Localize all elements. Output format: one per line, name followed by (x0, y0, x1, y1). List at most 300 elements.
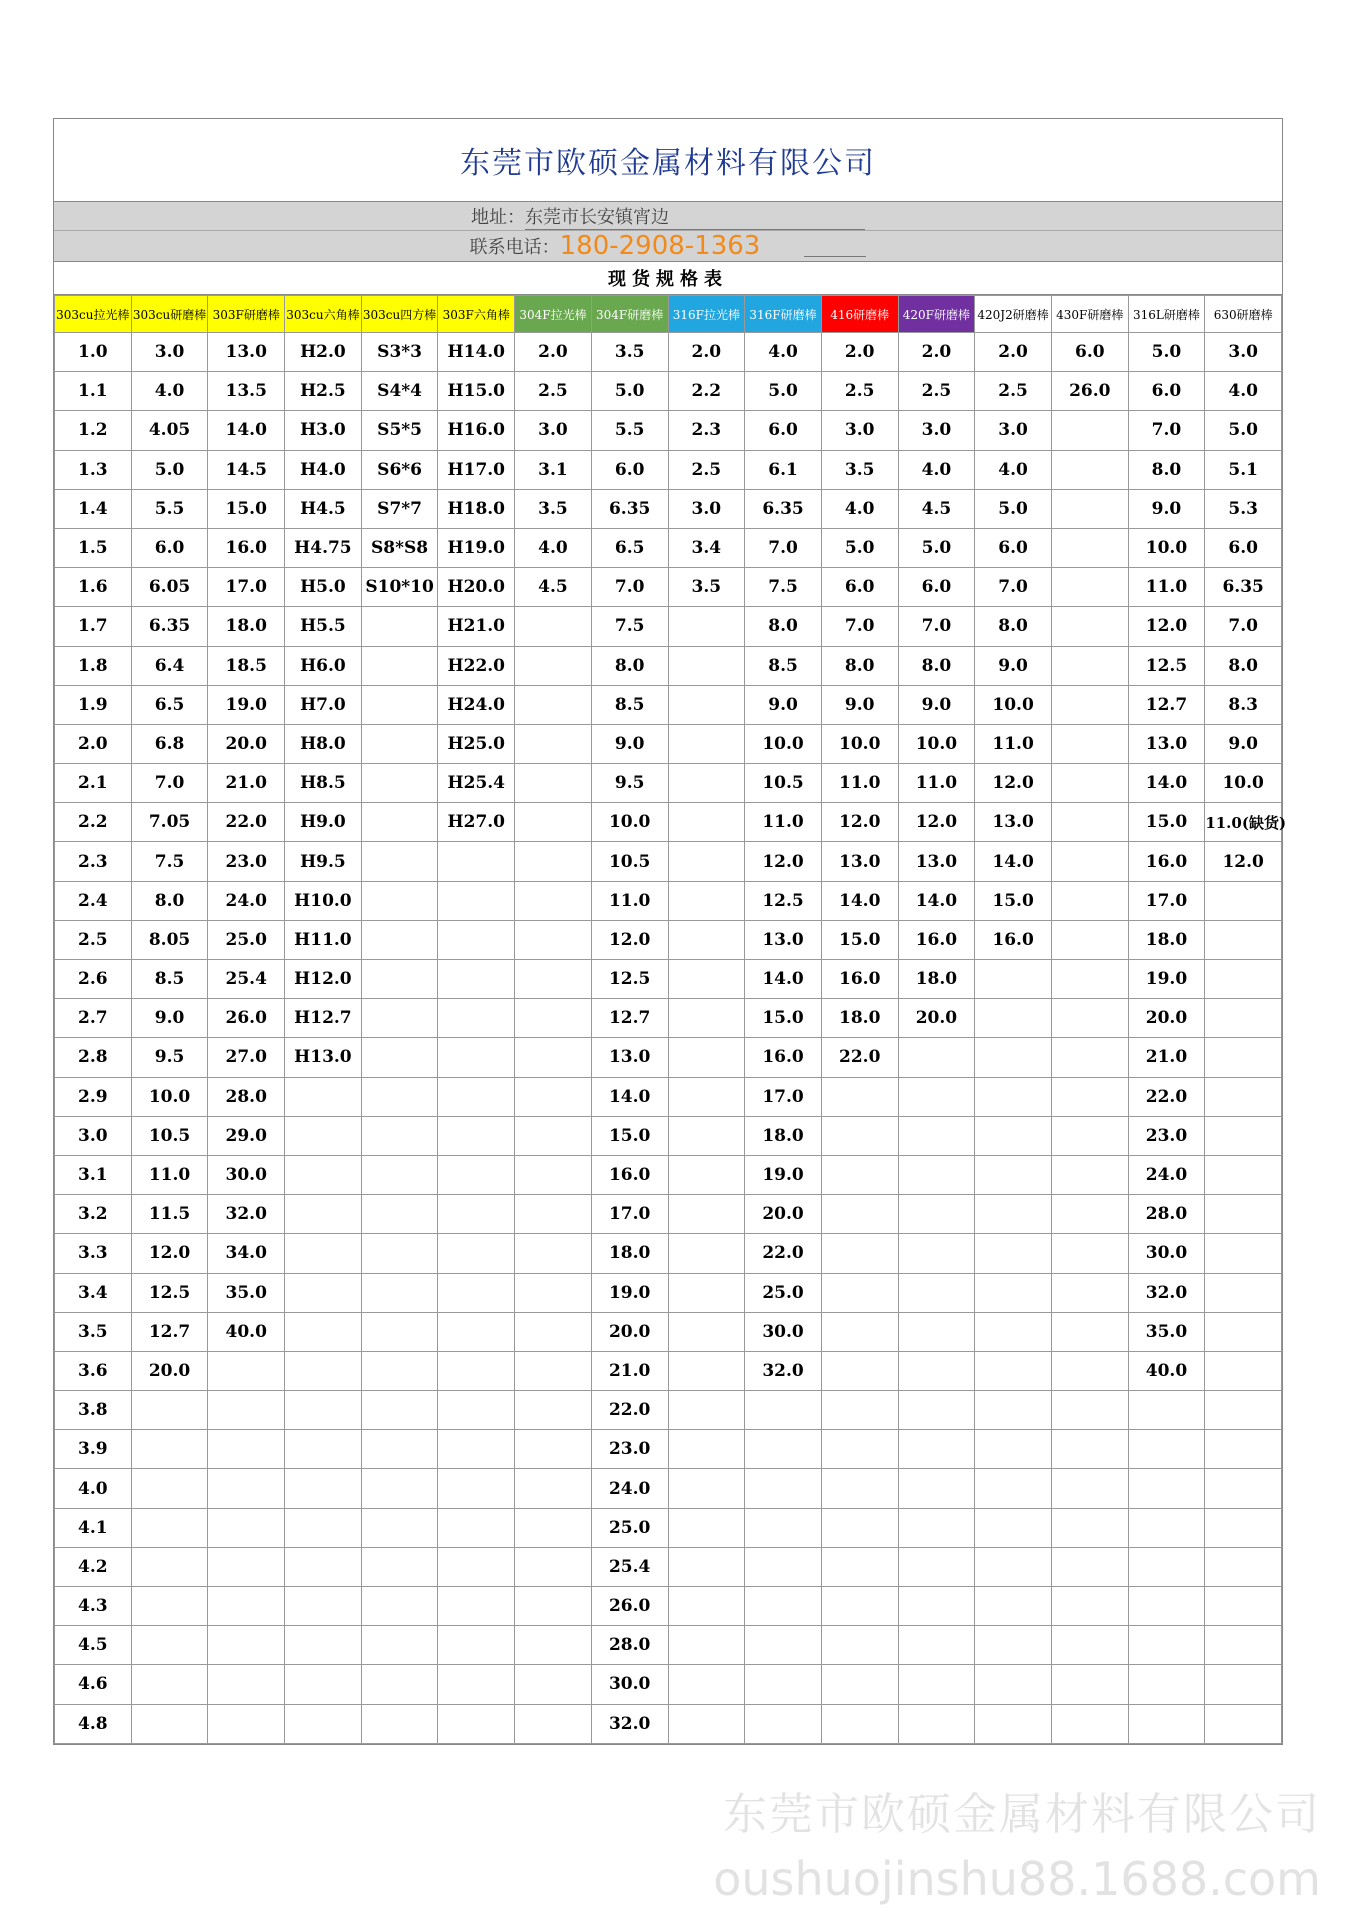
table-cell (821, 1587, 898, 1626)
table-cell: S5*5 (361, 411, 438, 450)
table-cell: 28.0 (208, 1077, 285, 1116)
table-cell (285, 1273, 362, 1312)
table-cell (668, 1704, 745, 1743)
table-cell: 16.0 (821, 960, 898, 999)
table-cell (361, 1155, 438, 1194)
table-cell (821, 1626, 898, 1665)
table-cell (285, 1195, 362, 1234)
table-cell (1205, 1155, 1282, 1194)
table-row (55, 1273, 1282, 1312)
table-cell: 6.05 (131, 568, 208, 607)
table-cell (1205, 1547, 1282, 1586)
table-cell (515, 646, 592, 685)
table-cell (668, 1351, 745, 1390)
table-cell (975, 1430, 1052, 1469)
table-cell (745, 1704, 822, 1743)
table-cell (975, 1038, 1052, 1077)
table-cell: 4.0 (975, 450, 1052, 489)
table-cell (898, 1587, 975, 1626)
table-cell: 25.0 (208, 920, 285, 959)
table-cell: 2.0 (55, 724, 132, 763)
table-cell (1051, 1155, 1128, 1194)
table-cell (208, 1704, 285, 1743)
table-cell: 32.0 (208, 1195, 285, 1234)
table-cell (668, 999, 745, 1038)
table-cell: 15.0 (975, 881, 1052, 920)
table-cell (515, 724, 592, 763)
table-cell: 6.4 (131, 646, 208, 685)
table-cell: 3.0 (975, 411, 1052, 450)
table-cell: 8.5 (745, 646, 822, 685)
table-cell: 6.0 (975, 528, 1052, 567)
table-cell: 10.0 (131, 1077, 208, 1116)
table-cell: 14.0 (591, 1077, 668, 1116)
table-cell: H24.0 (438, 685, 515, 724)
table-cell: 4.0 (898, 450, 975, 489)
table-cell (361, 646, 438, 685)
table-cell: 2.2 (668, 372, 745, 411)
table-cell: 17.0 (745, 1077, 822, 1116)
table-cell (438, 1469, 515, 1508)
phone-row (54, 231, 1282, 262)
table-cell: 12.7 (591, 999, 668, 1038)
table-cell (438, 1547, 515, 1586)
table-cell (208, 1430, 285, 1469)
table-cell: 6.0 (1051, 333, 1128, 372)
table-cell: H4.5 (285, 489, 362, 528)
table-cell: 18.0 (591, 1234, 668, 1273)
table-cell (898, 1508, 975, 1547)
table-cell: 12.5 (1128, 646, 1205, 685)
table-cell (1205, 1665, 1282, 1704)
table-cell (1051, 1312, 1128, 1351)
table-cell (1128, 1508, 1205, 1547)
table-cell (1051, 1234, 1128, 1273)
table-cell (131, 1508, 208, 1547)
table-cell (438, 1665, 515, 1704)
table-cell (668, 1155, 745, 1194)
table-cell: 12.0 (821, 803, 898, 842)
address-value: 东莞市长安镇宵边 (525, 203, 865, 230)
table-cell (1205, 1195, 1282, 1234)
column-header: 416研磨棒 (821, 296, 898, 333)
table-cell (361, 1391, 438, 1430)
table-row (55, 646, 1282, 685)
table-cell: S8*S8 (361, 528, 438, 567)
table-cell: 19.0 (208, 685, 285, 724)
table-cell (1051, 450, 1128, 489)
table-cell (1051, 764, 1128, 803)
table-cell: 1.8 (55, 646, 132, 685)
table-cell (1051, 1704, 1128, 1743)
table-cell (668, 1469, 745, 1508)
table-cell: 10.0 (1205, 764, 1282, 803)
table-cell: H27.0 (438, 803, 515, 842)
table-row (55, 411, 1282, 450)
table-cell: H3.0 (285, 411, 362, 450)
table-cell (898, 1391, 975, 1430)
table-cell (821, 1155, 898, 1194)
table-row (55, 764, 1282, 803)
table-cell: 32.0 (745, 1351, 822, 1390)
table-cell (208, 1508, 285, 1547)
table-cell: 7.0 (591, 568, 668, 607)
table-cell: 15.0 (208, 489, 285, 528)
table-cell: 7.5 (131, 842, 208, 881)
table-cell (131, 1587, 208, 1626)
table-cell (361, 1587, 438, 1626)
table-cell: 7.0 (1128, 411, 1205, 450)
table-cell: H11.0 (285, 920, 362, 959)
table-cell (975, 1155, 1052, 1194)
table-cell (515, 764, 592, 803)
table-cell (131, 1665, 208, 1704)
table-cell (438, 920, 515, 959)
table-cell: 35.0 (1128, 1312, 1205, 1351)
table-row (55, 1351, 1282, 1390)
table-cell: 9.0 (898, 685, 975, 724)
table-cell: 14.0 (1128, 764, 1205, 803)
table-cell (1128, 1430, 1205, 1469)
table-cell: 3.6 (55, 1351, 132, 1390)
table-cell: 12.0 (745, 842, 822, 881)
column-header: 420J2研磨棒 (975, 296, 1052, 333)
table-cell: 23.0 (208, 842, 285, 881)
table-cell (898, 1665, 975, 1704)
table-row (55, 1234, 1282, 1273)
table-cell: 11.0 (131, 1155, 208, 1194)
table-cell (361, 724, 438, 763)
table-cell: 4.0 (55, 1469, 132, 1508)
table-cell: 10.0 (898, 724, 975, 763)
table-cell (515, 803, 592, 842)
table-cell (438, 960, 515, 999)
table-cell (898, 1430, 975, 1469)
table-cell: 20.0 (131, 1351, 208, 1390)
table-cell (515, 1351, 592, 1390)
table-cell (515, 1704, 592, 1743)
table-cell: 3.8 (55, 1391, 132, 1430)
column-header: 420F研磨棒 (898, 296, 975, 333)
table-cell (515, 920, 592, 959)
table-cell: H25.4 (438, 764, 515, 803)
table-cell (1051, 607, 1128, 646)
table-cell: 12.5 (591, 960, 668, 999)
table-cell: 4.0 (515, 528, 592, 567)
table-cell (821, 1312, 898, 1351)
table-cell: 16.0 (208, 528, 285, 567)
table-cell (515, 1391, 592, 1430)
table-cell (745, 1391, 822, 1430)
table-cell: 21.0 (208, 764, 285, 803)
table-cell: 6.35 (591, 489, 668, 528)
table-cell (1205, 960, 1282, 999)
table-cell (361, 1077, 438, 1116)
table-cell: 6.35 (131, 607, 208, 646)
table-cell: 5.0 (898, 528, 975, 567)
table-cell: 8.0 (821, 646, 898, 685)
table-cell: 18.0 (745, 1116, 822, 1155)
table-cell (975, 1587, 1052, 1626)
table-cell (208, 1469, 285, 1508)
table-cell: 13.0 (745, 920, 822, 959)
table-cell (1205, 1587, 1282, 1626)
table-cell: 4.3 (55, 1587, 132, 1626)
table-cell (975, 999, 1052, 1038)
table-cell (285, 1351, 362, 1390)
table-cell (1205, 1077, 1282, 1116)
table-cell: 11.0 (821, 764, 898, 803)
table-row (55, 1077, 1282, 1116)
table-cell: H12.0 (285, 960, 362, 999)
table-cell (361, 842, 438, 881)
table-cell: 5.0 (1128, 333, 1205, 372)
table-cell: 17.0 (1128, 881, 1205, 920)
table-cell: 2.5 (515, 372, 592, 411)
table-cell: 3.4 (668, 528, 745, 567)
table-cell: 2.3 (668, 411, 745, 450)
table-cell: 30.0 (745, 1312, 822, 1351)
table-cell (898, 1155, 975, 1194)
table-row (55, 333, 1282, 372)
table-cell: 9.0 (745, 685, 822, 724)
table-cell (361, 764, 438, 803)
table-cell: 30.0 (591, 1665, 668, 1704)
table-cell: 8.5 (591, 685, 668, 724)
table-cell (438, 1273, 515, 1312)
table-cell: 6.0 (131, 528, 208, 567)
table-cell (361, 999, 438, 1038)
column-header: 316F研磨棒 (745, 296, 822, 333)
table-cell: 4.1 (55, 1508, 132, 1547)
table-cell: 10.5 (745, 764, 822, 803)
table-cell (821, 1195, 898, 1234)
table-cell: 7.0 (131, 764, 208, 803)
table-cell (1205, 1704, 1282, 1743)
table-cell: 18.0 (898, 960, 975, 999)
table-cell (1205, 1626, 1282, 1665)
table-cell (1205, 1234, 1282, 1273)
table-cell (975, 1547, 1052, 1586)
table-cell: 12.5 (131, 1273, 208, 1312)
table-cell: H2.0 (285, 333, 362, 372)
table-cell (1128, 1469, 1205, 1508)
table-cell (515, 881, 592, 920)
table-cell (361, 1430, 438, 1469)
table-subtitle: 现货规格表 (54, 262, 1282, 295)
table-cell: 34.0 (208, 1234, 285, 1273)
table-cell: 1.6 (55, 568, 132, 607)
table-cell: 26.0 (1051, 372, 1128, 411)
table-row (55, 1195, 1282, 1234)
table-cell (1051, 1391, 1128, 1430)
table-cell (131, 1469, 208, 1508)
table-cell (898, 1234, 975, 1273)
table-cell (361, 1195, 438, 1234)
table-cell: 5.5 (591, 411, 668, 450)
table-cell: 3.0 (898, 411, 975, 450)
table-cell: 28.0 (591, 1626, 668, 1665)
table-cell (821, 1704, 898, 1743)
table-cell (438, 1508, 515, 1547)
table-cell (1205, 1508, 1282, 1547)
table-cell: 24.0 (591, 1469, 668, 1508)
table-cell: 10.0 (821, 724, 898, 763)
table-cell (361, 1547, 438, 1586)
table-cell: H9.0 (285, 803, 362, 842)
table-cell (515, 1312, 592, 1351)
table-cell: 14.5 (208, 450, 285, 489)
address-label: 地址： (471, 207, 525, 228)
table-row (55, 685, 1282, 724)
table-cell (745, 1469, 822, 1508)
table-cell: 19.0 (745, 1155, 822, 1194)
table-cell (1205, 1469, 1282, 1508)
table-cell: H18.0 (438, 489, 515, 528)
table-cell: 7.0 (1205, 607, 1282, 646)
table-cell (898, 1038, 975, 1077)
table-cell (745, 1665, 822, 1704)
table-cell: 2.0 (975, 333, 1052, 372)
table-cell: 7.0 (821, 607, 898, 646)
table-cell (1128, 1665, 1205, 1704)
table-cell (361, 803, 438, 842)
table-cell (668, 1626, 745, 1665)
table-cell (668, 1195, 745, 1234)
table-cell (898, 1273, 975, 1312)
table-cell (975, 1077, 1052, 1116)
table-cell: H14.0 (438, 333, 515, 372)
table-cell (1051, 1038, 1128, 1077)
table-cell: H4.75 (285, 528, 362, 567)
table-cell (1051, 528, 1128, 567)
table-cell (285, 1704, 362, 1743)
table-cell (208, 1391, 285, 1430)
column-header: 316L研磨棒 (1128, 296, 1205, 333)
table-cell: 10.0 (975, 685, 1052, 724)
table-cell (515, 1469, 592, 1508)
table-cell (668, 646, 745, 685)
table-cell (515, 607, 592, 646)
table-cell: 18.0 (1128, 920, 1205, 959)
phone-number: 180-2908-1363 (559, 231, 761, 261)
table-cell (515, 685, 592, 724)
table-cell: 8.0 (131, 881, 208, 920)
column-header: 303F研磨棒 (208, 296, 285, 333)
table-cell: 1.2 (55, 411, 132, 450)
table-cell: 32.0 (591, 1704, 668, 1743)
table-cell: 9.0 (821, 685, 898, 724)
table-cell: H13.0 (285, 1038, 362, 1077)
table-cell: 26.0 (591, 1587, 668, 1626)
table-cell: 25.0 (591, 1508, 668, 1547)
table-cell: 12.7 (1128, 685, 1205, 724)
table-cell: 14.0 (745, 960, 822, 999)
table-cell: 8.0 (591, 646, 668, 685)
table-cell: 3.5 (591, 333, 668, 372)
table-cell: 26.0 (208, 999, 285, 1038)
table-cell (668, 1312, 745, 1351)
table-cell (1051, 842, 1128, 881)
table-cell: 22.0 (591, 1391, 668, 1430)
table-row (55, 1704, 1282, 1743)
table-cell (285, 1391, 362, 1430)
table-cell (1051, 999, 1128, 1038)
table-cell (285, 1508, 362, 1547)
table-cell (285, 1312, 362, 1351)
table-cell (898, 1116, 975, 1155)
table-cell (1051, 1626, 1128, 1665)
table-cell: 30.0 (1128, 1234, 1205, 1273)
table-cell (1205, 1391, 1282, 1430)
table-cell (1051, 920, 1128, 959)
table-cell (821, 1077, 898, 1116)
column-header: 316F拉光棒 (668, 296, 745, 333)
table-cell (1205, 1273, 1282, 1312)
table-row (55, 920, 1282, 959)
table-cell: 6.0 (1128, 372, 1205, 411)
table-body (55, 333, 1287, 1744)
table-cell: 11.0 (898, 764, 975, 803)
table-cell: 5.0 (131, 450, 208, 489)
table-cell: 12.0 (975, 764, 1052, 803)
table-cell (285, 1430, 362, 1469)
table-cell (131, 1547, 208, 1586)
table-cell: 7.05 (131, 803, 208, 842)
table-cell: 9.0 (975, 646, 1052, 685)
table-cell: 11.0 (745, 803, 822, 842)
table-cell (438, 1391, 515, 1430)
table-cell: 28.0 (1128, 1195, 1205, 1234)
table-cell (898, 1077, 975, 1116)
table-cell: 7.5 (591, 607, 668, 646)
table-cell (668, 607, 745, 646)
table-cell: 2.5 (898, 372, 975, 411)
table-cell (975, 960, 1052, 999)
table-row (55, 1430, 1282, 1469)
table-cell (438, 999, 515, 1038)
table-cell (1205, 1038, 1282, 1077)
table-cell: 4.2 (55, 1547, 132, 1586)
column-header: 304F拉光棒 (515, 296, 592, 333)
table-cell (285, 1587, 362, 1626)
table-cell: H6.0 (285, 646, 362, 685)
table-cell: 13.0 (975, 803, 1052, 842)
table-cell: 1.5 (55, 528, 132, 567)
table-cell (438, 1038, 515, 1077)
table-cell: 3.0 (131, 333, 208, 372)
table-cell: 11.0(缺货) (1205, 803, 1282, 842)
table-cell: 2.9 (55, 1077, 132, 1116)
table-cell (515, 1077, 592, 1116)
table-cell (515, 999, 592, 1038)
table-cell: 1.9 (55, 685, 132, 724)
table-cell (438, 1116, 515, 1155)
table-cell (1205, 999, 1282, 1038)
table-cell (668, 1587, 745, 1626)
table-cell (745, 1547, 822, 1586)
table-cell (668, 803, 745, 842)
table-cell (1205, 1430, 1282, 1469)
table-cell: H22.0 (438, 646, 515, 685)
table-cell: 35.0 (208, 1273, 285, 1312)
table-cell (1051, 724, 1128, 763)
table-cell: 6.0 (821, 568, 898, 607)
table-cell: H25.0 (438, 724, 515, 763)
table-cell (821, 1116, 898, 1155)
table-cell: H17.0 (438, 450, 515, 489)
table-cell (438, 1626, 515, 1665)
